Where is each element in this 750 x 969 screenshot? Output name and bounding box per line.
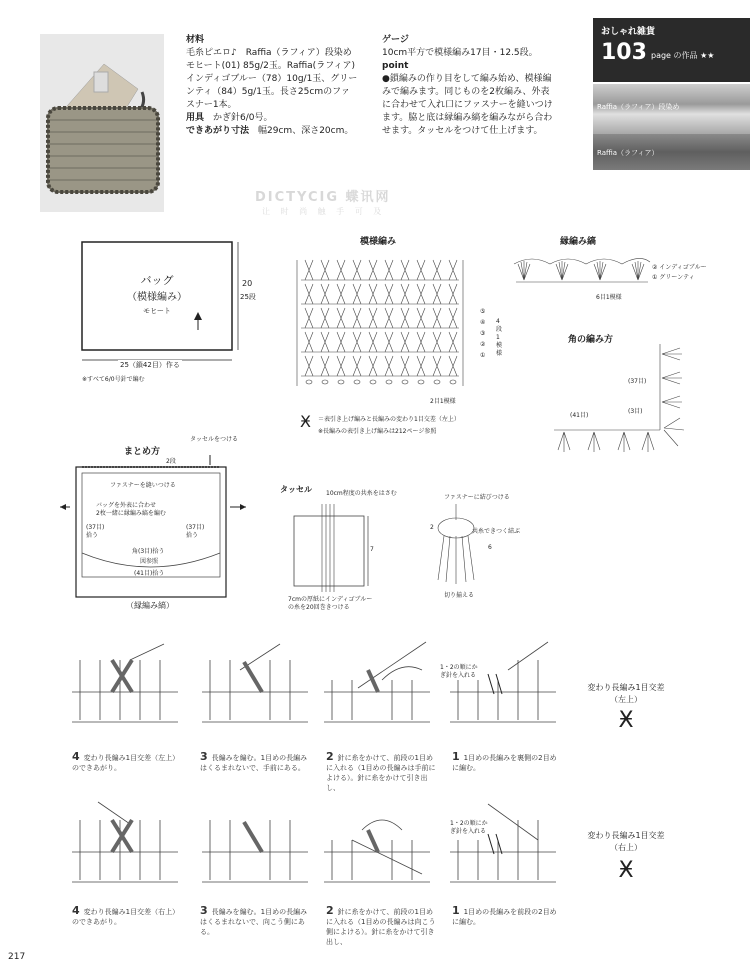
yarn-swatch-label-2: Raffia（ラフィア） <box>597 149 659 157</box>
legend-text: ＝表引き上げ編みと長編みの変わり1目交差（左上） <box>318 416 460 423</box>
tassel-diagram <box>288 500 538 600</box>
tassel-title: タッセル <box>280 485 312 494</box>
edging-color-2: ② インディゴブルー <box>652 264 707 271</box>
tassel-width: 7 <box>370 546 374 553</box>
product-photo <box>40 34 164 212</box>
symbol-left-title: 変わり長編み1目交差 <box>587 683 665 692</box>
row-label: ⑤ <box>480 308 486 315</box>
page-ref-number: 103 <box>601 40 647 65</box>
gauge-text: 10cm平方で模様編み17目・12.5段。 <box>382 48 538 58</box>
rows-2-label: 2段 <box>166 458 176 465</box>
step-caption: 3 長編みを編む。1目めの長編みはくるまれないで、手前にある。 <box>200 750 308 772</box>
pattern-row-labels <box>480 306 485 361</box>
step-caption: 4 変わり長編み1目交差（右上）のできあがり。 <box>72 904 180 926</box>
page-ref-suffix: page の作品 ★★ <box>651 51 715 60</box>
edging-repeat: 6目1模様 <box>596 294 622 301</box>
corner-chart-svg <box>548 334 698 464</box>
point-line: せます。タッセルをつけて仕上げます。 <box>382 126 543 136</box>
bag-rows: 25段 <box>240 293 256 301</box>
tassel-wrap-note-1: 7cmの厚紙にインディゴブルー <box>288 596 373 603</box>
series-banner <box>593 18 750 82</box>
pattern-chart <box>295 250 465 395</box>
tassel-step-num: 2 <box>430 524 434 531</box>
pattern-chart-grid <box>295 250 465 395</box>
repeat-sts-label: 2目1模様 <box>430 398 456 405</box>
corner-label-3: (3目) <box>628 408 643 415</box>
step-hint: 1・2の順にかぎ針を入れる <box>440 664 478 679</box>
align-line-1: バッグを外表に合わせ <box>96 502 157 509</box>
tassel-diagram-svg <box>288 500 538 600</box>
materials-line: 毛糸ピエロ♪ Raffia（ラフィア）段染め <box>186 48 352 58</box>
point-heading: point <box>382 61 409 71</box>
point-line: ●鎖編みの作り目をして編み始め、模様編 <box>382 74 552 84</box>
corner-title: 角の編み方 <box>568 335 614 345</box>
bag-photo-illustration <box>40 34 164 212</box>
bag-subtitle: （模様編み） <box>127 292 187 303</box>
legend-note: ※長編みの表引き上げ編みは212ページ参照 <box>318 428 437 435</box>
corner-label-41: (41目) <box>570 412 589 419</box>
symbol-right-sub: （右上） <box>610 843 642 852</box>
materials-line: モヒート(01) 85g/2玉。Raffia(ラフィア) <box>186 61 355 71</box>
step-illustration <box>322 640 432 730</box>
row-label: ④ <box>480 319 486 326</box>
tassel-length: 6 <box>488 544 492 551</box>
tassel-tie-note: 10cm程度の共糸をはさむ <box>326 490 397 497</box>
tassel-attach-label: タッセルをつける <box>190 436 239 443</box>
yarn-swatch-1 <box>593 84 750 134</box>
materials-line: インディゴブルー（78）10g/1玉、グリー <box>186 74 358 84</box>
size-value: 幅29cm、深さ20cm。 <box>258 126 354 136</box>
bag-yarn: モヒート <box>143 307 171 315</box>
align-line-2: 2枚一緒に縁編み縞を編む <box>96 510 166 517</box>
watermark: DICTYCIG 蝶讯网 <box>255 190 391 205</box>
row-label: ③ <box>480 330 486 337</box>
series-name: おしゃれ雑貨 <box>601 27 656 37</box>
left-count: (37目)拾う <box>86 524 105 539</box>
watermark-sub: 让 时 尚 触 手 可 及 <box>262 207 386 216</box>
symbol-left-sub: （左上） <box>610 695 642 704</box>
bag-title: バッグ <box>140 274 174 287</box>
step-illustration <box>70 640 180 730</box>
gauge-section <box>382 34 582 138</box>
bag-height: 20 <box>242 279 253 288</box>
pattern-chart-title: 模様編み <box>360 237 397 247</box>
yarn-swatch-2 <box>593 134 750 170</box>
step-hint: 1・2の順にかぎ針を入れる <box>450 820 488 835</box>
point-line: ます。脇と底は縁編み縞を編みながら合わ <box>382 113 553 123</box>
size-label: できあがり寸法 <box>186 126 250 136</box>
assembly-title: まとめ方 <box>124 447 161 457</box>
edging-chart <box>512 252 652 292</box>
symbol-right-glyph: Ӿ <box>618 858 634 883</box>
legend-symbol: Ӿ <box>300 412 311 431</box>
yarn-swatch-label-1: Raffia（ラフィア）段染め <box>597 103 680 111</box>
step-illustration <box>448 640 558 730</box>
edging-color-1: ① グリーンティ <box>652 274 695 281</box>
edging-title: 縁編み縞 <box>560 237 597 247</box>
step-illustration <box>200 800 310 890</box>
tools-label: 用具 <box>186 113 205 123</box>
right-count: (37目)拾う <box>186 524 205 539</box>
tassel-wrap-note-2: の糸を20回巻きつける <box>288 604 350 611</box>
gauge-heading: ゲージ <box>382 35 409 45</box>
tassel-tie-note-2: 共糸できつく結ぶ <box>472 528 521 535</box>
step-illustration <box>322 800 432 890</box>
step-caption: 3 長編みを編む。1目めの長編みはくるまれないで、向こう側にある。 <box>200 904 308 936</box>
step-caption: 2 針に糸をかけて、前段の1目めに入れる（1目めの長編みは向こう側によける）。針に糸をかけて引き出し、 <box>326 904 436 946</box>
point-line: みで編みます。同じものを2枚編み、外表 <box>382 87 550 97</box>
edging-chart-svg <box>512 252 652 292</box>
zipper-label: ファスナーを縫いつける <box>110 482 176 489</box>
bottom-pick: (41目)拾う <box>134 570 165 577</box>
step-caption: 2 針に糸をかけて、前段の1目めに入れる（1目めの長編みは手前によける）。針に糸をかけて引き出し、 <box>326 750 436 792</box>
row-label: ① <box>480 352 486 359</box>
step-caption: 1 1目めの長編みを裏側の2目めに編む。 <box>452 750 557 772</box>
corner-pick: 角(3目)拾う <box>132 548 165 555</box>
bag-width: 25（鎖42目）作る <box>120 361 180 369</box>
repeat-rows-label: 4段1模様 <box>496 318 503 357</box>
page-number: 217 <box>8 952 26 962</box>
symbol-left-glyph: Ӿ <box>618 708 634 733</box>
step-illustration <box>448 800 558 890</box>
tools-value: かぎ針6/0号。 <box>213 113 273 123</box>
step-illustration <box>70 800 180 890</box>
step-illustration <box>200 640 310 730</box>
assembly-caption: （縁編み縞） <box>126 601 174 610</box>
bag-diagram <box>60 238 260 388</box>
step-caption: 4 変わり長編み1目交差（左上）のできあがり。 <box>72 750 180 772</box>
point-line: に合わせて入れ口にファスナーを縫いつけ <box>382 100 553 110</box>
corner-label-37: (37目) <box>628 378 647 385</box>
materials-section <box>186 34 376 138</box>
row-label: ② <box>480 341 486 348</box>
tassel-cut-note: 切り揃える <box>444 592 475 599</box>
needle-note: ※すべて6/0号針で編む <box>82 376 145 383</box>
step-caption: 1 1目めの長編みを前段の2目めに編む。 <box>452 904 557 926</box>
symbol-right-title: 変わり長編み1目交差 <box>587 831 665 840</box>
materials-heading: 材料 <box>186 35 205 45</box>
tassel-zipper-note: ファスナーに結びつける <box>444 494 510 501</box>
corner-chart <box>548 334 698 464</box>
materials-line: スナー1本。 <box>186 100 237 110</box>
materials-line: ンティ（84）5g/1玉。長さ25cmのファ <box>186 87 350 97</box>
see-figure: 図参照 <box>140 558 159 565</box>
